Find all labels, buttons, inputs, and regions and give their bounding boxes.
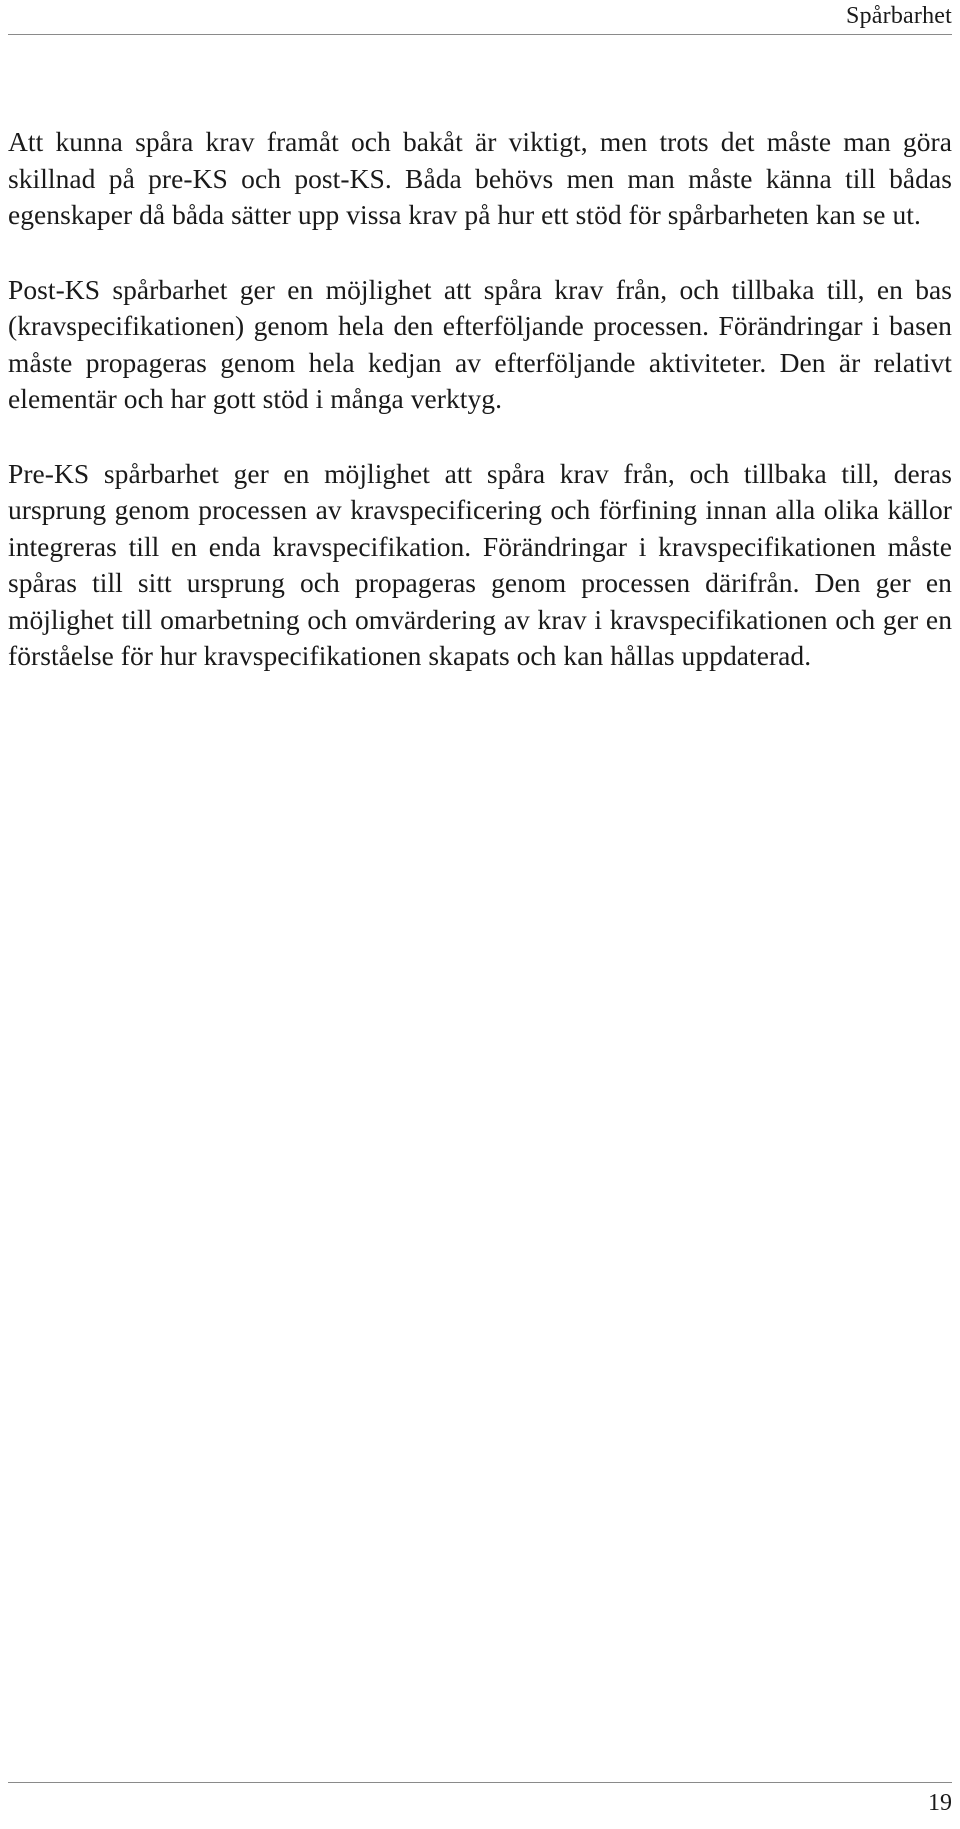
paragraph-pre-ks: Pre-KS spårbarhet ger en möjlighet att spåra krav från, och tillbaka till, deras ursprung genom processen av kravspecificering och förfining innan alla olika källor integreras till en enda kravspecifikation. Förändringar i kravspecifikationen måste spåras till sitt ursprung och propageras genom processen därifrån. Den ger en möjlighet till omarbetning och omvärdering av krav i kravspecifikationen och ger en förståelse för hur kravspecifikationen skapats och kan hållas uppdaterad. (8, 457, 952, 671)
running-header-title: Spårbarhet (846, 3, 952, 29)
page-header (8, 0, 952, 35)
paragraph-post-ks: Post-KS spårbarhet ger en möjlighet att spåra krav från, och tillbaka till, en bas (kravspecifikationen) genom hela den efterföljande processen. Förändringar i basen måste propageras genom hela kedjan av efterföljande aktiviteter. Den är relativt elementär och har gott stöd i många verktyg. (8, 273, 952, 414)
paragraph-intro: Att kunna spåra krav framåt och bakåt är viktigt, men trots det måste man göra skillnad på pre-KS och post-KS. Båda behövs men man måste känna till bådas egenskaper då båda sätter upp vissa krav på hur ett stöd för spårbarheten kan se ut. (8, 126, 952, 230)
document-body (8, 124, 952, 675)
page-number: 19 (928, 1790, 952, 1816)
page-footer (8, 1782, 952, 1816)
